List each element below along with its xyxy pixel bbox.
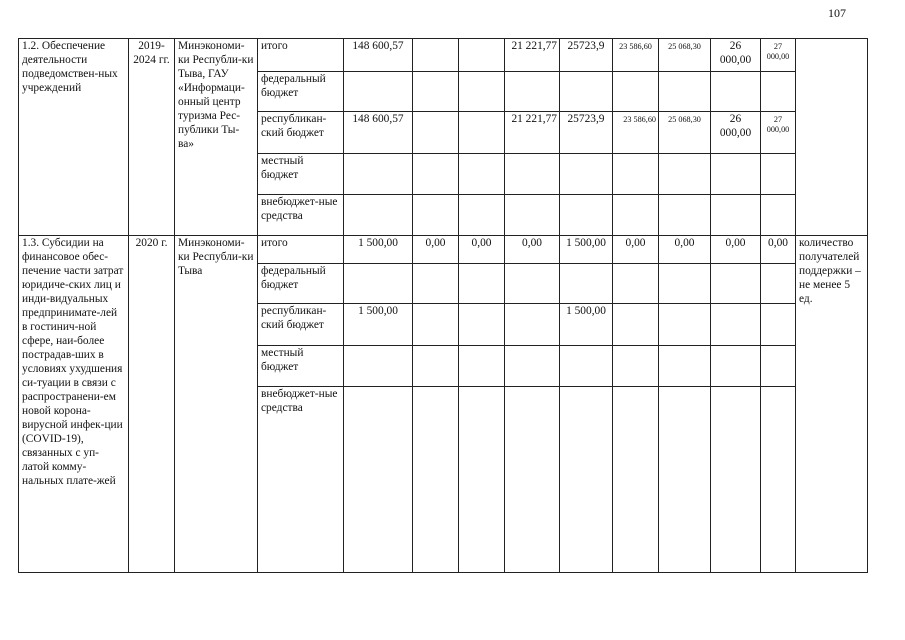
value-cell: [711, 304, 761, 346]
value-cell: [761, 154, 796, 195]
value-cell: [413, 387, 459, 573]
value-cell: 23 586,60: [613, 112, 659, 154]
value-cell: 27 000,00: [761, 112, 796, 154]
value-cell: 26 000,00: [711, 39, 761, 72]
period-cell: 2019-2024 гг.: [129, 39, 175, 236]
measure-name-cell: 1.2. Обеспечение деятельности подведомствен-ных учреждений: [19, 39, 129, 236]
source-label: внебюджет-ные средства: [258, 195, 344, 236]
source-label: республикан-ский бюджет: [258, 112, 344, 154]
value-cell: [711, 72, 761, 112]
value-cell: [613, 304, 659, 346]
value-cell: [459, 154, 505, 195]
value-cell: 27 000,00: [761, 39, 796, 72]
value-cell: [344, 387, 413, 573]
table-row: [19, 39, 868, 72]
value-cell: [459, 39, 505, 72]
value-cell: [659, 304, 711, 346]
source-label: итого: [258, 39, 344, 72]
executor-cell: Минэкономи-ки Республи-ки Тыва: [175, 236, 258, 573]
value-cell: 0,00: [659, 236, 711, 264]
value-cell: [459, 112, 505, 154]
value-cell: [659, 195, 711, 236]
value-cell: 0,00: [613, 236, 659, 264]
value-cell: [761, 304, 796, 346]
source-label: местный бюджет: [258, 154, 344, 195]
value-cell: [413, 264, 459, 304]
value-cell: [761, 346, 796, 387]
value-cell: 25 068,30: [659, 112, 711, 154]
value-cell: [505, 154, 560, 195]
value-cell: [505, 304, 560, 346]
source-label: внебюджет-ные средства: [258, 387, 344, 573]
value-cell: [711, 264, 761, 304]
value-cell: [761, 387, 796, 573]
value-cell: [459, 195, 505, 236]
value-cell: [560, 264, 613, 304]
value-cell: [659, 72, 711, 112]
value-cell: [459, 346, 505, 387]
value-cell: [613, 264, 659, 304]
value-cell: [711, 195, 761, 236]
value-cell: 0,00: [459, 236, 505, 264]
page-number: 107: [828, 6, 846, 20]
value-cell: [659, 154, 711, 195]
value-cell: 21 221,77: [505, 39, 560, 72]
value-cell: [413, 72, 459, 112]
source-label: местный бюджет: [258, 346, 344, 387]
period-cell: 2020 г.: [129, 236, 175, 573]
value-cell: [459, 387, 505, 573]
value-cell: [344, 346, 413, 387]
value-cell: [761, 72, 796, 112]
value-cell: 148 600,57: [344, 39, 413, 72]
source-label: республикан-ский бюджет: [258, 304, 344, 346]
value-cell: [459, 264, 505, 304]
value-cell: 1 500,00: [344, 236, 413, 264]
value-cell: 0,00: [761, 236, 796, 264]
value-cell: 148 600,57: [344, 112, 413, 154]
value-cell: [560, 387, 613, 573]
value-cell: 1 500,00: [344, 304, 413, 346]
value-cell: [613, 387, 659, 573]
value-cell: 0,00: [413, 236, 459, 264]
value-cell: 0,00: [505, 236, 560, 264]
value-cell: [659, 387, 711, 573]
value-cell: [505, 195, 560, 236]
result-cell: количество получателей поддержки – не менее 5 ед.: [796, 236, 868, 573]
value-cell: [613, 195, 659, 236]
value-cell: [560, 72, 613, 112]
value-cell: [413, 112, 459, 154]
value-cell: [560, 195, 613, 236]
value-cell: [613, 154, 659, 195]
value-cell: [413, 39, 459, 72]
value-cell: [505, 387, 560, 573]
value-cell: [613, 346, 659, 387]
value-cell: [413, 195, 459, 236]
value-cell: 21 221,77: [505, 112, 560, 154]
value-cell: [711, 387, 761, 573]
value-cell: 23 586,60: [613, 39, 659, 72]
value-cell: 1 500,00: [560, 304, 613, 346]
result-cell: [796, 39, 868, 236]
value-cell: 26 000,00: [711, 112, 761, 154]
value-cell: [711, 346, 761, 387]
value-cell: [344, 72, 413, 112]
value-cell: [459, 304, 505, 346]
value-cell: [413, 304, 459, 346]
value-cell: [344, 195, 413, 236]
value-cell: [761, 195, 796, 236]
value-cell: [613, 72, 659, 112]
measure-name-cell: 1.3. Субсидии на финансовое обес-печение части затрат юридиче-ских лиц и инди-видуальных предпринимате-лей в гостинич-ной сфере, наи-более пострадав-ших в условиях ухудшения си-туации в связи с распространени-ем новой корона-вирусной инфек-ции (COVID-19), связанных с уп-латой комму-нальных плате-жей: [19, 236, 129, 573]
value-cell: [505, 264, 560, 304]
value-cell: 0,00: [711, 236, 761, 264]
value-cell: [711, 154, 761, 195]
value-cell: [659, 346, 711, 387]
value-cell: [459, 72, 505, 112]
value-cell: [659, 264, 711, 304]
value-cell: [413, 346, 459, 387]
value-cell: 25723,9: [560, 39, 613, 72]
value-cell: [761, 264, 796, 304]
source-label: федеральный бюджет: [258, 72, 344, 112]
value-cell: 1 500,00: [560, 236, 613, 264]
value-cell: [505, 72, 560, 112]
executor-cell: Минэкономи-ки Республи-ки Тыва, ГАУ «Информаци-онный центр туризма Рес-публики Ты-ва»: [175, 39, 258, 236]
budget-table: [18, 38, 868, 573]
value-cell: 25723,9: [560, 112, 613, 154]
value-cell: [505, 346, 560, 387]
source-label: итого: [258, 236, 344, 264]
value-cell: [344, 264, 413, 304]
value-cell: [344, 154, 413, 195]
source-label: федеральный бюджет: [258, 264, 344, 304]
table-row: [19, 236, 868, 264]
value-cell: [413, 154, 459, 195]
value-cell: [560, 346, 613, 387]
value-cell: [560, 154, 613, 195]
value-cell: 25 068,30: [659, 39, 711, 72]
